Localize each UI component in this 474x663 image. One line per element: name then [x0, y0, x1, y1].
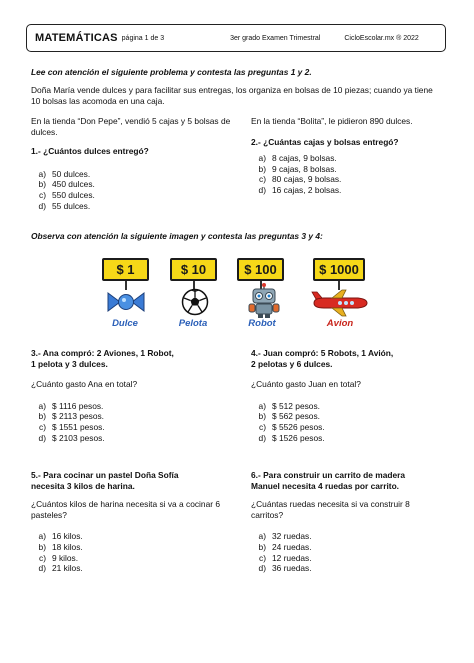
question-3-prompt: ¿Cuánto gasto Ana en total? [31, 379, 138, 390]
question-6 [251, 470, 461, 574]
question-2-text: 2.- ¿Cuántas cajas y bolsas entregó? [251, 136, 399, 147]
question-1-options [31, 169, 231, 211]
option[interactable]: d) 36 ruedas. [258, 563, 312, 574]
exam-label: 3er grado Examen Trimestral [230, 34, 321, 42]
question-6-options [251, 531, 461, 573]
site-label: CicloEscolar.mx ® 2022 [344, 34, 419, 42]
option[interactable]: b) $ 2113 pesos. [38, 411, 104, 422]
price-tag-candy: $ 1 [102, 258, 149, 281]
instruction-2: Observa con atención la siguiente imagen y contesta las preguntas 3 y 4: [31, 231, 323, 241]
option[interactable]: c) 12 ruedas. [259, 552, 312, 563]
option[interactable]: d) 16 cajas, 2 bolsas. [258, 184, 342, 195]
question-4-prompt: ¿Cuánto gasto Juan en total? [251, 379, 361, 390]
option[interactable]: d) $ 1526 pesos. [258, 432, 325, 443]
item-label-robot: Robot [248, 318, 276, 329]
item-label-airplane: Avion [326, 318, 354, 329]
option[interactable]: d) $ 2103 pesos. [38, 432, 105, 443]
option[interactable]: a) 50 dulces. [38, 168, 91, 179]
ball-icon [181, 288, 209, 316]
option[interactable]: b) 9 cajas, 8 bolsas. [258, 163, 337, 174]
option[interactable]: d) 55 dulces. [38, 200, 91, 211]
question-6-text-1: 6.- Para construir un carrito de madera [251, 470, 406, 480]
subject-title: MATEMÁTICAS [35, 32, 118, 44]
question-4-options [251, 401, 461, 443]
option[interactable]: a) 16 kilos. [38, 531, 83, 542]
price-tag-ball: $ 10 [170, 258, 217, 281]
option[interactable]: c) $ 5526 pesos. [259, 421, 325, 432]
robot-icon [244, 283, 284, 319]
question-3-text-2: 1 pelota y 3 dulces. [31, 358, 108, 369]
question-4-text-2: 2 pelotas y 6 dulces. [251, 358, 333, 369]
option[interactable]: b) 450 dulces. [38, 179, 95, 190]
question-3-text-1: 3.- Ana compró: 2 Aviones, 1 Robot, [31, 348, 174, 358]
option[interactable]: c) 80 cajas, 9 bolsas. [259, 174, 342, 185]
question-2-options [251, 153, 451, 195]
question-6-prompt: ¿Cuántas ruedas necesita si va construir 8 carritos? [251, 499, 410, 520]
question-5-text-2: necesita 3 kilos de harina. [31, 480, 135, 491]
problem-text: Doña María vende dulces y para facilitar sus entregas, los organiza en bolsas de 10 piezas; cuando ya tiene 10 bolsas las acomoda en una caja. [31, 85, 433, 106]
question-4 [251, 348, 461, 443]
question-3 [31, 348, 241, 443]
option[interactable]: c) $ 1551 pesos. [39, 421, 105, 432]
page-number: página 1 de 3 [121, 34, 165, 42]
price-tag-airplane: $ 1000 [313, 258, 365, 281]
question-6-text-2: Manuel necesita 4 ruedas por carrito. [251, 480, 400, 491]
option[interactable]: b) 18 kilos. [38, 541, 83, 552]
question-3-options [31, 401, 241, 443]
option[interactable]: b) 24 ruedas. [258, 541, 312, 552]
candy-icon [106, 289, 146, 315]
question-4-text-1: 4.- Juan compró: 5 Robots, 1 Avión, [251, 348, 394, 358]
option[interactable]: a) 32 ruedas. [258, 531, 312, 542]
page-header [26, 24, 446, 52]
question-5-text-1: 5.- Para cocinar un pastel Doña Sofía [31, 470, 179, 480]
option[interactable]: b) $ 562 pesos. [258, 411, 320, 422]
price-tag-robot: $ 100 [237, 258, 284, 281]
option[interactable]: a) $ 1116 pesos. [38, 400, 104, 411]
item-label-ball: Pelota [178, 318, 208, 329]
question-5-prompt: ¿Cuántos kilos de harina necesita si va a cocinar 6 pasteles? [31, 499, 221, 520]
question-1-text: 1.- ¿Cuántos dulces entregó? [31, 146, 149, 157]
option[interactable]: a) $ 512 pesos. [258, 400, 320, 411]
question-5 [31, 470, 241, 574]
item-label-candy: Dulce [112, 318, 138, 329]
option[interactable]: c) 9 kilos. [39, 552, 79, 563]
instruction-1: Lee con atención el siguiente problema y contesta las preguntas 1 y 2. [31, 67, 312, 77]
option[interactable]: c) 550 dulces. [39, 189, 95, 200]
question-2-context: En la tienda “Bolita”, le pidieron 890 dulces. [251, 116, 413, 126]
question-2 [251, 116, 451, 196]
airplane-icon [310, 289, 370, 317]
question-5-options [31, 531, 241, 573]
option[interactable]: a) 8 cajas, 9 bolsas. [258, 153, 337, 164]
question-1-context: En la tienda “Don Pepe”, vendió 5 cajas y 5 bolsas de dulces. [31, 116, 231, 137]
question-1 [31, 116, 231, 211]
option[interactable]: d) 21 kilos. [38, 563, 83, 574]
